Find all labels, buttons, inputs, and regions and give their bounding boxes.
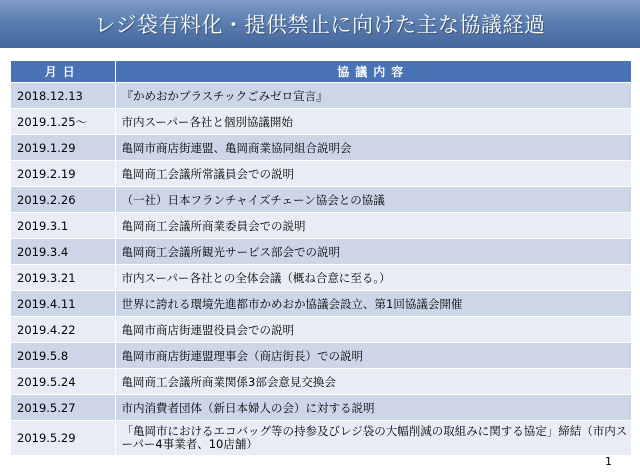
row-content: （一社）日本フランチャイズチェーン協会との協議 bbox=[115, 187, 631, 213]
row-content: 市内スーパー各社と個別協議開始 bbox=[115, 109, 631, 135]
table-row bbox=[11, 317, 631, 343]
row-content: 亀岡商工会議所常議員会での説明 bbox=[115, 161, 631, 187]
table-row bbox=[11, 343, 631, 369]
table-row bbox=[11, 291, 631, 317]
row-date: 2019.3.21 bbox=[11, 265, 115, 291]
row-content: 亀岡市商店街連盟役員会での説明 bbox=[115, 317, 631, 343]
table-row bbox=[11, 421, 631, 456]
row-date: 2019.3.4 bbox=[11, 239, 115, 265]
row-date: 2019.5.24 bbox=[11, 369, 115, 395]
row-content: 亀岡市商店街連盟理事会（商店街長）での説明 bbox=[115, 343, 631, 369]
row-content: 亀岡商工会議所商業委員会での説明 bbox=[115, 213, 631, 239]
row-date: 2019.3.1 bbox=[11, 213, 115, 239]
row-date: 2019.4.22 bbox=[11, 317, 115, 343]
table-row bbox=[11, 161, 631, 187]
table-row bbox=[11, 239, 631, 265]
row-date: 2019.4.11 bbox=[11, 291, 115, 317]
consultation-table bbox=[11, 61, 631, 455]
row-date: 2019.1.29 bbox=[11, 135, 115, 161]
row-content: 亀岡商工会議所商業関係3部会意見交換会 bbox=[115, 369, 631, 395]
table-row bbox=[11, 135, 631, 161]
title-band bbox=[0, 0, 640, 48]
row-content: 亀岡市商店街連盟、亀岡商業協同組合説明会 bbox=[115, 135, 631, 161]
header-content: 協議内容 bbox=[115, 61, 631, 83]
row-date: 2019.2.26 bbox=[11, 187, 115, 213]
row-content: 市内消費者団体（新日本婦人の会）に対する説明 bbox=[115, 395, 631, 421]
row-date: 2019.5.29 bbox=[11, 421, 115, 456]
table-row bbox=[11, 109, 631, 135]
header-date: 月日 bbox=[11, 61, 115, 83]
table-row bbox=[11, 213, 631, 239]
row-date: 2019.1.25～ bbox=[11, 109, 115, 135]
row-date: 2019.2.19 bbox=[11, 161, 115, 187]
table-row bbox=[11, 187, 631, 213]
slide-title: レジ袋有料化・提供禁止に向けた主な協議経過 bbox=[94, 13, 546, 37]
row-content: 亀岡商工会議所観光サービス部会での説明 bbox=[115, 239, 631, 265]
table-row bbox=[11, 395, 631, 421]
table-row bbox=[11, 369, 631, 395]
table-header-row bbox=[11, 61, 631, 83]
row-content: 世界に誇れる環境先進都市かめおか協議会設立、第1回協議会開催 bbox=[115, 291, 631, 317]
row-content: 「亀岡市におけるエコバッグ等の持参及びレジ袋の大幅削減の取組みに関する協定」締結（市内スーパー4事業者、10店舗） bbox=[115, 421, 631, 456]
row-date: 2019.5.8 bbox=[11, 343, 115, 369]
table-row bbox=[11, 265, 631, 291]
schedule-table-wrapper bbox=[11, 61, 631, 455]
row-content: 市内スーパー各社との全体会議（概ね合意に至る。） bbox=[115, 265, 631, 291]
row-date: 2019.5.27 bbox=[11, 395, 115, 421]
table-body bbox=[11, 83, 631, 456]
row-content: 『かめおかプラスチックごみゼロ宣言』 bbox=[115, 83, 631, 109]
row-date: 2018.12.13 bbox=[11, 83, 115, 109]
table-row bbox=[11, 83, 631, 109]
page-number: 1 bbox=[605, 455, 612, 468]
